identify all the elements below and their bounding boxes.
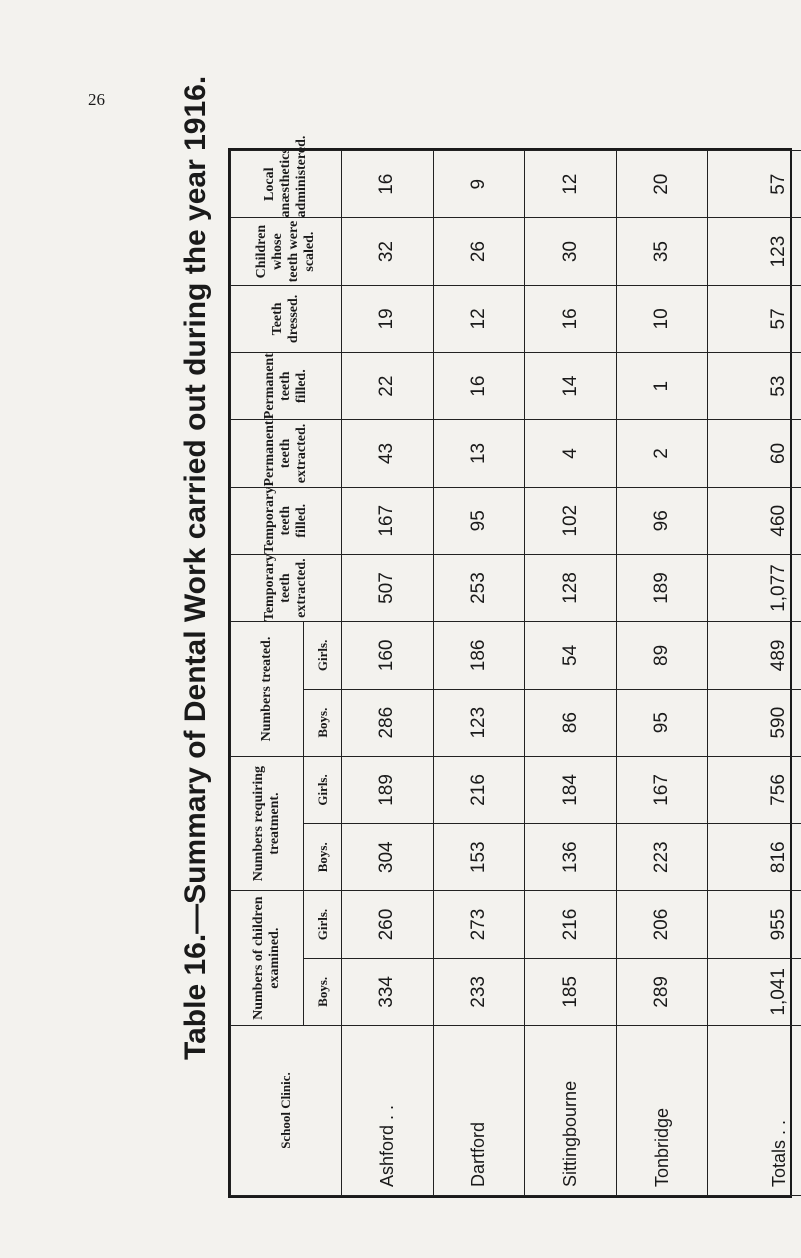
table-cell: 816 <box>708 824 801 891</box>
clinic-name: Sittingbourne <box>525 1026 617 1196</box>
table-cell: 95 <box>433 487 525 554</box>
table-cell: 756 <box>708 756 801 823</box>
table-cell: 334 <box>342 958 434 1025</box>
clinic-name: Dartford <box>433 1026 525 1196</box>
table-cell: 184 <box>525 756 617 823</box>
table-cell: 95 <box>616 689 708 756</box>
table-cell: 286 <box>342 689 434 756</box>
clinic-name: Tonbridge <box>616 1026 708 1196</box>
table-cell: 489 <box>708 622 801 689</box>
table-cell: 53 <box>708 353 801 420</box>
table-cell: 16 <box>525 285 617 352</box>
table-cell: 22 <box>342 353 434 420</box>
table-cell: 32 <box>342 218 434 285</box>
table-cell: 20 <box>616 151 708 218</box>
page-title: Table 16.—Summary of Dental Work carried out during the year 1916. <box>179 75 212 1060</box>
page-number: 26 <box>88 90 105 109</box>
table-cell: 19 <box>342 285 434 352</box>
table-cell: 1 <box>616 353 708 420</box>
clinic-name: Ashford . . <box>342 1026 434 1196</box>
table-cell: 189 <box>342 756 434 823</box>
table-row <box>525 151 617 1196</box>
table-cell: 289 <box>616 958 708 1025</box>
anaesthetics-header: Local anæsthetics administered. <box>231 151 342 218</box>
table-cell: 86 <box>525 689 617 756</box>
dental-summary-table <box>228 135 792 1198</box>
table-cell: 260 <box>342 891 434 958</box>
table-cell: 60 <box>708 420 801 487</box>
table-cell: 123 <box>433 689 525 756</box>
requiring-boys-header: Boys. <box>304 824 342 891</box>
table-cell: 30 <box>525 218 617 285</box>
table-cell: 54 <box>525 622 617 689</box>
table-row <box>616 151 708 1196</box>
table-cell: 153 <box>433 824 525 891</box>
table-cell: 273 <box>433 891 525 958</box>
table-cell: 304 <box>342 824 434 891</box>
table-cell: 590 <box>708 689 801 756</box>
table-cell: 9 <box>433 151 525 218</box>
table-cell: 955 <box>708 891 801 958</box>
table-cell: 57 <box>708 285 801 352</box>
table-cell: 10 <box>616 285 708 352</box>
clinic-name: Totals . . <box>708 1026 801 1196</box>
permanent-filled-header: Permanent teeth filled. <box>231 353 342 420</box>
table-cell: 136 <box>525 824 617 891</box>
table-cell: 460 <box>708 487 801 554</box>
table-cell: 123 <box>708 218 801 285</box>
table-cell: 1,041 <box>708 958 801 1025</box>
table-cell: 128 <box>525 554 617 621</box>
table-cell: 12 <box>433 285 525 352</box>
table-cell: 89 <box>616 622 708 689</box>
table-cell: 4 <box>525 420 617 487</box>
requiring-girls-header: Girls. <box>304 756 342 823</box>
table-cell: 507 <box>342 554 434 621</box>
table-cell: 43 <box>342 420 434 487</box>
table-cell: 186 <box>433 622 525 689</box>
treated-boys-header: Boys. <box>304 689 342 756</box>
treated-girls-header: Girls. <box>304 622 342 689</box>
table-cell: 223 <box>616 824 708 891</box>
table-cell: 13 <box>433 420 525 487</box>
examined-girls-header: Girls. <box>304 891 342 958</box>
table-cell: 189 <box>616 554 708 621</box>
table-body <box>342 151 801 1196</box>
teeth-scaled-header: Children whose teeth were scaled. <box>231 218 342 285</box>
table-cell: 216 <box>525 891 617 958</box>
table-cell: 102 <box>525 487 617 554</box>
clinic-column-header: School Clinic. <box>231 1026 342 1196</box>
table-row <box>433 151 525 1196</box>
table-cell: 16 <box>433 353 525 420</box>
teeth-dressed-header: Teeth dressed. <box>231 285 342 352</box>
totals-row <box>708 151 801 1196</box>
examined-header: Numbers of children examined. <box>231 891 304 1026</box>
examined-boys-header: Boys. <box>304 958 342 1025</box>
table-cell: 12 <box>525 151 617 218</box>
treated-header: Numbers treated. <box>231 622 304 757</box>
permanent-extracted-header: Permanent teeth extracted. <box>231 420 342 487</box>
table-cell: 96 <box>616 487 708 554</box>
table-cell: 167 <box>616 756 708 823</box>
table-cell: 2 <box>616 420 708 487</box>
table-cell: 206 <box>616 891 708 958</box>
table-cell: 253 <box>433 554 525 621</box>
table-cell: 57 <box>708 151 801 218</box>
table-cell: 1,077 <box>708 554 801 621</box>
table-cell: 160 <box>342 622 434 689</box>
temporary-filled-header: Temporary teeth filled. <box>231 487 342 554</box>
table-cell: 185 <box>525 958 617 1025</box>
table-cell: 216 <box>433 756 525 823</box>
table-cell: 26 <box>433 218 525 285</box>
table-cell: 16 <box>342 151 434 218</box>
table-cell: 167 <box>342 487 434 554</box>
temporary-extracted-header: Temporary teeth extracted. <box>231 554 342 621</box>
table-cell: 35 <box>616 218 708 285</box>
table-cell: 14 <box>525 353 617 420</box>
table-cell: 233 <box>433 958 525 1025</box>
table-row <box>342 151 434 1196</box>
requiring-treatment-header: Numbers requiring treatment. <box>231 756 304 891</box>
